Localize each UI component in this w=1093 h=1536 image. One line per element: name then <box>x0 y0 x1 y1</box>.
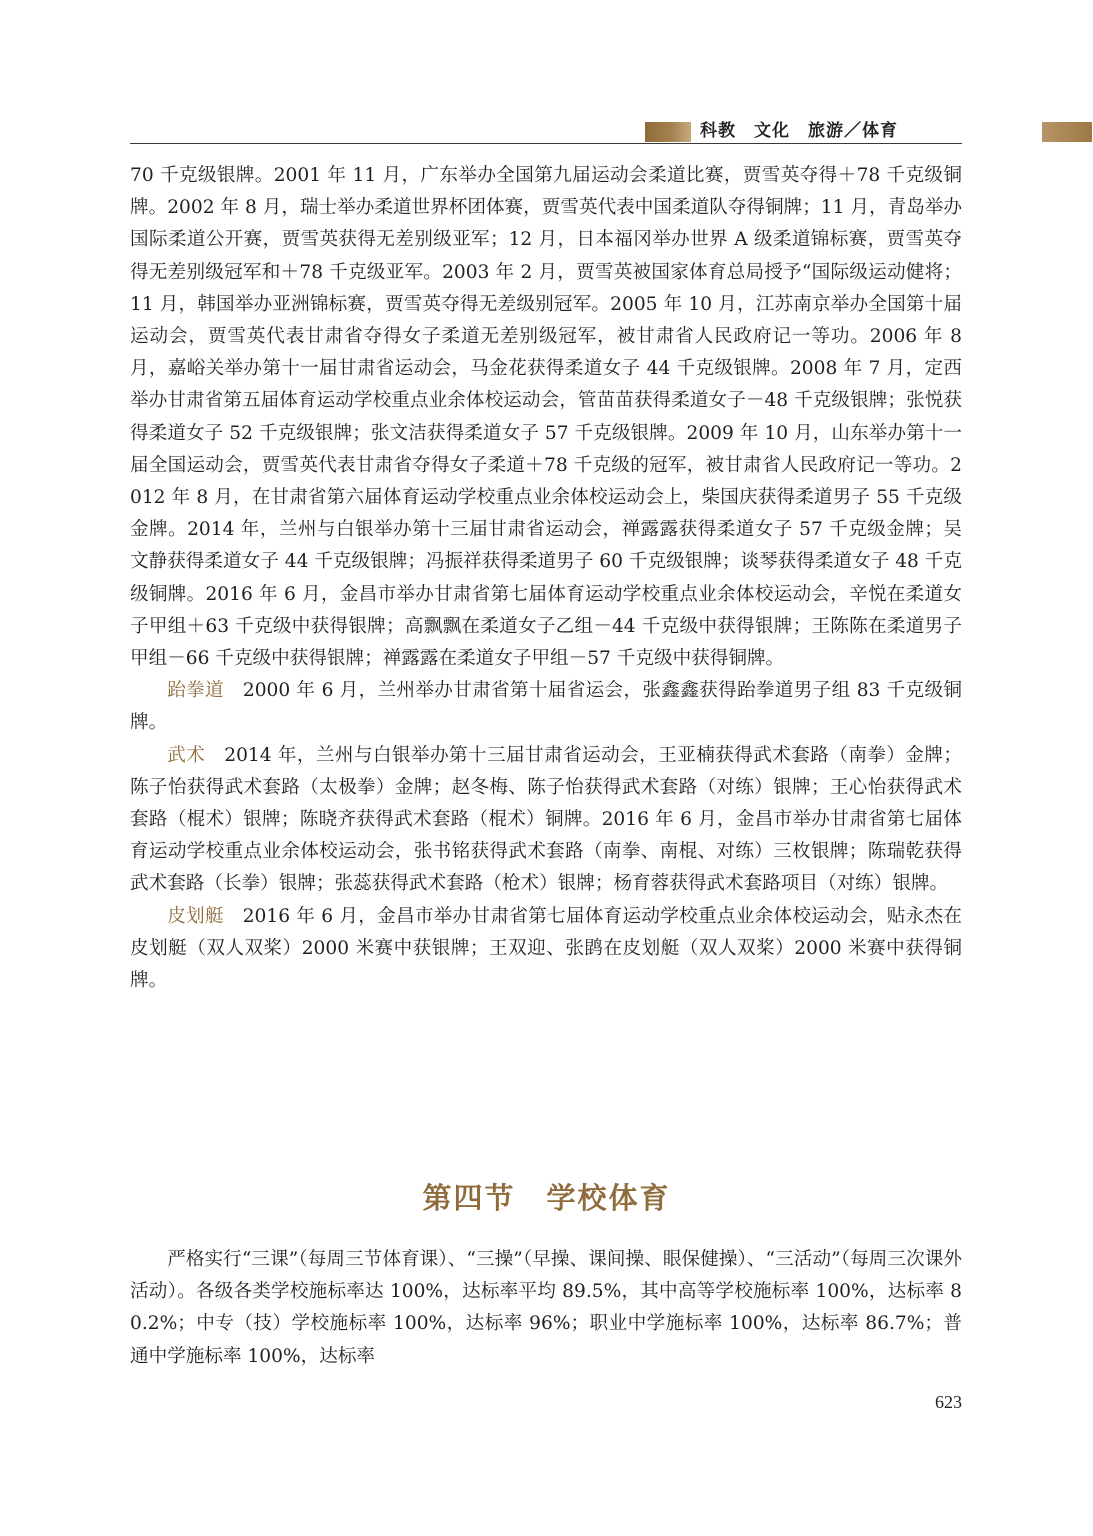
main-text-block <box>130 160 962 997</box>
header-decor-bar-right <box>1042 122 1092 142</box>
paragraph-text: 2016 年 6 月，金昌市举办甘肃省第七届体育运动学校重点业余体校运动会，贴永杰在皮划艇（双人双桨）2000 米赛中获银牌；王双迎、张鹍在皮划艇（双人双桨）2000 米赛中获得铜牌。 <box>130 905 962 992</box>
page-number: 623 <box>935 1392 962 1412</box>
header-rule <box>130 143 962 144</box>
header-section-label: 科教 文化 旅游／体育 <box>700 121 898 141</box>
paragraph-wushu <box>130 740 962 901</box>
running-header <box>130 118 962 144</box>
paragraph-text: 2000 年 6 月，兰州举办甘肃省第十届省运会，张鑫鑫获得跆拳道男子组 83 千克级铜牌。 <box>130 680 962 734</box>
header-decor-bar-left <box>645 122 691 142</box>
sport-term: 跆拳道 <box>167 680 224 702</box>
section-heading: 第四节 学校体育 <box>422 1181 671 1215</box>
section-text-block <box>130 1244 962 1373</box>
paragraph-text: 2014 年，兰州与白银举办第十三届甘肃省运动会，王亚楠获得武术套路（南拳）金牌；陈子怡获得武术套路（太极拳）金牌；赵冬梅、陈子怡获得武术套路（对练）银牌；王心怡获得武术套路（棍术）银牌；陈晓齐获得武术套路（棍术）铜牌。2016 年 6 月，金昌市举办甘肃省第七届体育运动学校重点业余体校运动会，张书铭获得武术套路（南拳、南棍、对练）三枚银牌；陈瑞乾获得武术套路（长拳）银牌；张蕊获得武术套路（枪术）银牌；杨育蓉获得武术套路项目（对练）银牌。 <box>130 744 962 895</box>
paragraph-taekwondo <box>130 675 962 739</box>
paragraph-judo <box>130 160 962 675</box>
sport-term: 皮划艇 <box>167 905 224 927</box>
paragraph-text: 70 千克级银牌。2001 年 11 月，广东举办全国第九届运动会柔道比赛，贾雪英夺得＋78 千克级铜牌。2002 年 8 月，瑞士举办柔道世界杯团体赛，贾雪英代表中国柔道队夺得铜牌；11 月，青岛举办国际柔道公开赛，贾雪英获得无差别级亚军；12 月，日本福冈举办世界 A 级柔道锦标赛，贾雪英夺得无差别级冠军和＋78 千克级亚军。2003 年 2 月，贾雪英被国家体育总局授予“国际级运动健将；11 月，韩国举办亚洲锦标赛，贾雪英夺得无差级别冠军。2005 年 10 月，江苏南京举办全国第十届运动会，贾雪英代表甘肃省夺得女子柔道无差别级冠军，被甘肃省人民政府记一等功。2006 年 8 月，嘉峪关举办第十一届甘肃省运动会，马金花获得柔道女子 44 千克级银牌。2008 年 7 月，定西举办甘肃省第五届体育运动学校重点业余体校运动会，管苗苗获得柔道女子－48 千克级银牌；张悦获得柔道女子 52 千克级银牌；张文洁获得柔道女子 57 千克级银牌。2009 年 10 月，山东举办第十一届全国运动会，贾雪英代表甘肃省夺得女子柔道＋78 千克级的冠军，被甘肃省人民政府记一等功。2012 年 8 月，在甘肃省第六届体育运动学校重点业余体校运动会上，柴国庆获得柔道男子 55 千克级金牌。2014 年，兰州与白银举办第十三届甘肃省运动会，禅露露获得柔道女子 57 千克级金牌；吴文静获得柔道女子 44 千克级银牌；冯振祥获得柔道男子 60 千克级银牌；谈琴获得柔道女子 48 千克级铜牌。2016 年 6 月，金昌市举办甘肃省第七届体育运动学校重点业余体校运动会，辛悦在柔道女子甲组＋63 千克级中获得银牌；高飘飘在柔道女子乙组－44 千克级中获得银牌；王陈陈在柔道男子甲组－66 千克级中获得银牌；禅露露在柔道女子甲组－57 千克级中获得铜牌。 <box>130 165 962 670</box>
sport-term: 武术 <box>167 744 206 766</box>
paragraph-school-sports: 严格实行“三课”（每周三节体育课）、“三操”（早操、课间操、眼保健操）、“三活动”（每周三次课外活动）。各级各类学校施标率达 100%，达标率平均 89.5%，其中高等学校施标率 100%，达标率 80.2%；中专（技）学校施标率 100%，达标率 96%；职业中学施标率 100%，达标率 86.7%；普通中学施标率 100%，达标率 <box>130 1249 962 1367</box>
paragraph-canoe <box>130 901 962 998</box>
